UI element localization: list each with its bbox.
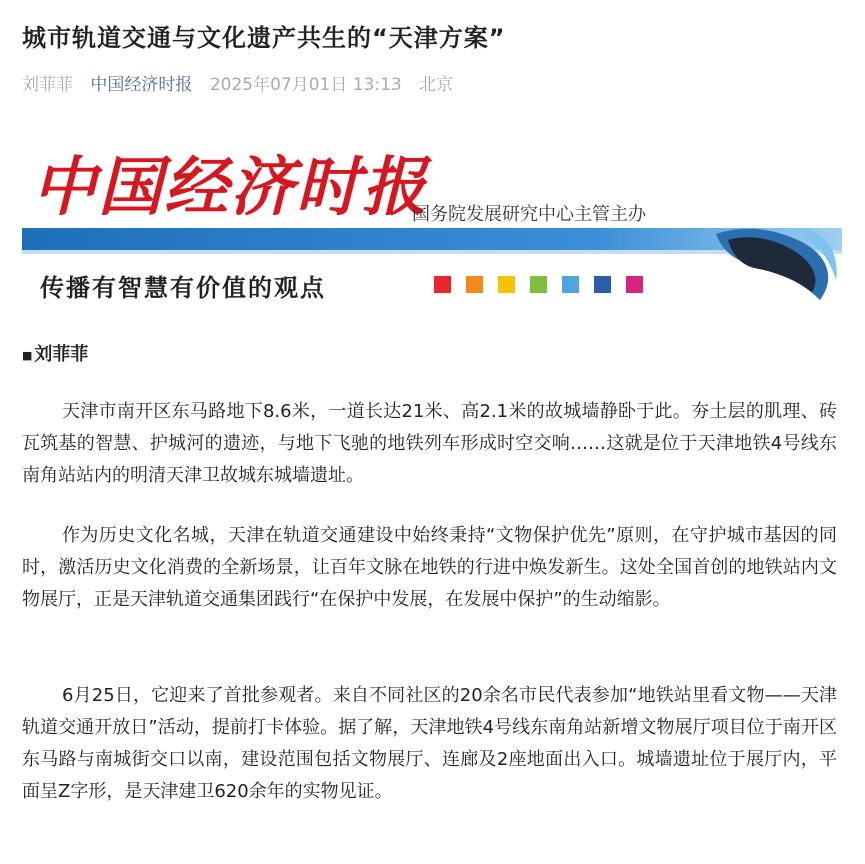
color-dot [530,276,547,293]
article-paragraph: 天津市南开区东马路地下8.6米，一道长达21米、高2.1米的故城墙静卧于此。夯土层的肌理、砖瓦筑基的智慧、护城河的遗迹，与地下飞驰的地铁列车形成时空交响……这就是位于天津地铁4号线东南角站站内的明清天津卫故城东城墙遗址。 [22,401,837,486]
color-dot [466,276,483,293]
color-dot [434,276,451,293]
color-dot [498,276,515,293]
byline [22,340,88,366]
article-paragraph: 6月25日，它迎来了首批参观者。来自不同社区的20余名市民代表参加“地铁站里看文物——天津轨道交通开放日”活动，提前打卡体验。据了解，天津地铁4号线东南角站新增文物展厅项目位于南开区东马路与南城街交口以南，建设范围包括文物展厅、连廊及2座地面出入口。城墙遗址位于展厅内，平面呈Z字形，是天津建卫620余年的实物见证。 [22,685,837,802]
banner-swirl-graphic [710,220,842,306]
article-meta [22,70,465,95]
publish-location: 北京 [419,75,454,95]
article-paragraph: 作为历史文化名城，天津在轨道交通建设中始终秉持“文物保护优先”原则，在守护城市基因的同时，激活历史文化消费的全新场景，让百年文脉在地铁的行进中焕发新生。这处全国首创的地铁站内文物展厅，正是天津轨道交通集团践行“在保护中发展，在发展中保护”的生动缩影。 [22,525,837,610]
author-name[interactable]: 刘菲菲 [22,75,73,95]
publish-datetime: 2025年07月01日 13:13 [209,75,402,95]
byline-marker: ■ [22,348,33,362]
banner-sponsor-text: 国务院发展研究中心主管主办 [412,204,646,225]
newspaper-logo: 中国经济时报 [32,150,428,225]
color-dot [626,276,643,293]
source-link[interactable]: 中国经济时报 [90,75,193,95]
banner-slogan: 传播有智慧有价值的观点 [40,274,326,302]
color-dot [594,276,611,293]
newspaper-banner-image [22,136,842,306]
color-dot [562,276,579,293]
byline-author: 刘菲菲 [34,344,89,365]
article-title: 城市轨道交通与文化遗产共生的“天津方案” [22,24,506,52]
banner-color-dots [434,276,643,293]
